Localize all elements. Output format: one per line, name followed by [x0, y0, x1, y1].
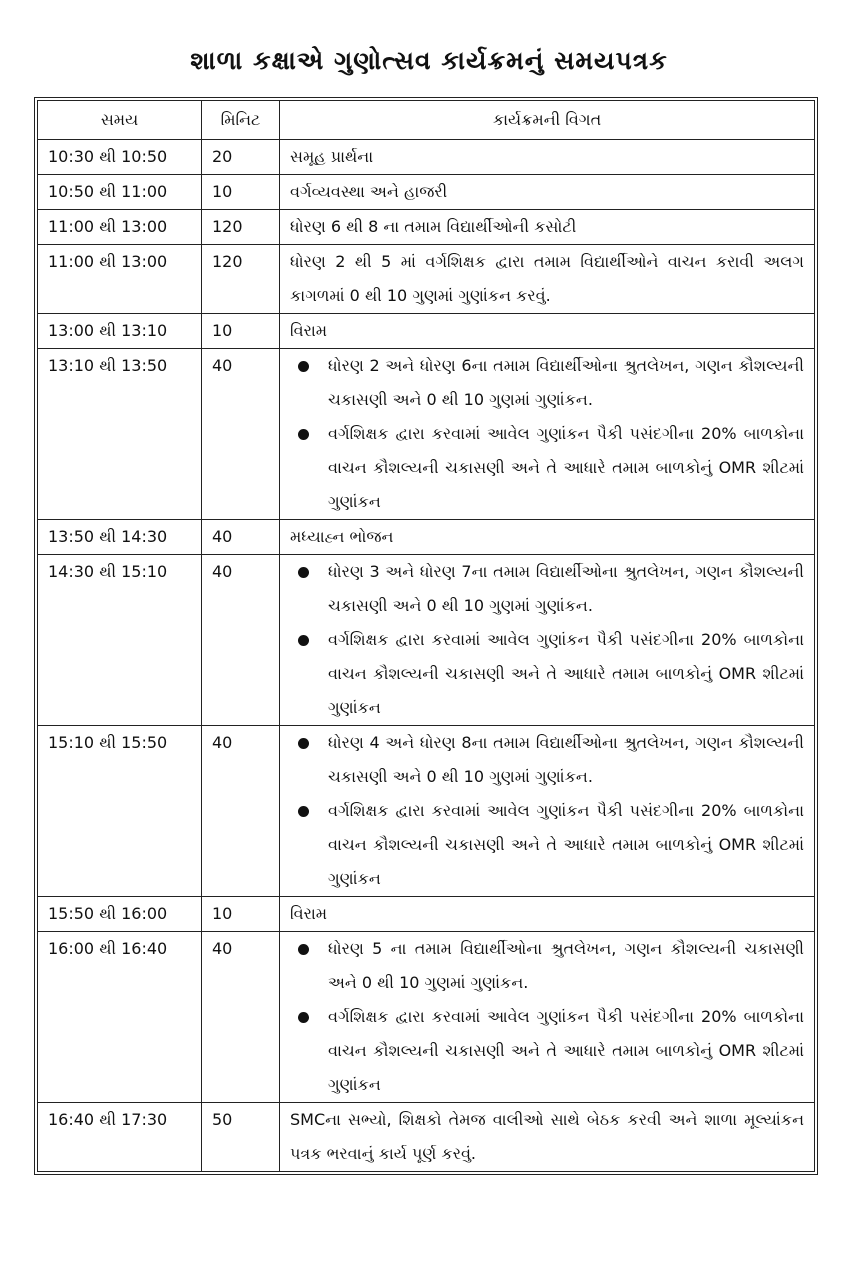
table-row: [38, 175, 815, 210]
schedule-table: [37, 100, 815, 1172]
minutes-cell: 40: [202, 726, 280, 897]
details-cell: [280, 932, 815, 1103]
details-cell: મધ્યાહ્ન ભોજન: [280, 520, 815, 555]
details-cell: ધોરણ 2 થી 5 માં વર્ગશિક્ષક દ્વારા તમામ વિદ્યાર્થીઓને વાચન કરાવી અલગ કાગળમાં 0 થી 10 ગુણમાં ગુણાંકન કરવું.: [280, 245, 815, 314]
bullet-dot-icon: [298, 361, 309, 372]
table-row: [38, 314, 815, 349]
minutes-cell: 50: [202, 1103, 280, 1172]
bullet-list: [290, 555, 804, 725]
header-time: સમય: [38, 101, 202, 140]
time-cell: 11:00 થી 13:00: [38, 210, 202, 245]
bullet-item: [290, 794, 804, 896]
details-cell: SMCના સભ્યો, શિક્ષકો તેમજ વાલીઓ સાથે બેઠક કરવી અને શાળા મૂલ્યાંકન પત્રક ભરવાનું કાર્ય પૂર્ણ કરવું.: [280, 1103, 815, 1172]
details-cell: [280, 726, 815, 897]
bullet-item: [290, 932, 804, 1000]
bullet-dot-icon: [298, 738, 309, 749]
table-header-row: [38, 101, 815, 140]
table-row: [38, 555, 815, 726]
bullet-item: [290, 417, 804, 519]
bullet-text: વર્ગશિક્ષક દ્વારા કરવામાં આવેલ ગુણાંકન પૈકી પસંદગીના 20% બાળકોના વાચન કૌશલ્યની ચકાસણી અને તે આધારે તમામ બાળકોનું OMR શીટમાં ગુણાંકન: [328, 630, 804, 717]
bullet-text: ધોરણ 3 અને ધોરણ 7ના તમામ વિદ્યાર્થીઓના શ્રુતલેખન, ગણન કૌશલ્યની ચકાસણી અને 0 થી 10 ગુણમાં ગુણાંકન.: [328, 562, 804, 615]
minutes-cell: 120: [202, 245, 280, 314]
bullet-dot-icon: [298, 635, 309, 646]
table-row: [38, 1103, 815, 1172]
time-cell: 13:10 થી 13:50: [38, 349, 202, 520]
bullet-item: [290, 349, 804, 417]
details-cell: સમૂહ પ્રાર્થના: [280, 140, 815, 175]
details-cell: ધોરણ 6 થી 8 ના તમામ વિદ્યાર્થીઓની કસોટી: [280, 210, 815, 245]
minutes-cell: 10: [202, 314, 280, 349]
table-row: [38, 726, 815, 897]
table-row: [38, 210, 815, 245]
bullet-item: [290, 1000, 804, 1102]
details-cell: વિરામ: [280, 897, 815, 932]
bullet-dot-icon: [298, 806, 309, 817]
minutes-cell: 20: [202, 140, 280, 175]
minutes-cell: 10: [202, 897, 280, 932]
page-title: શાળા કક્ષાએ ગુણોત્સવ કાર્યક્રમનું સમયપત્રક: [190, 46, 668, 75]
details-cell: વર્ગવ્યવસ્થા અને હાજરી: [280, 175, 815, 210]
bullet-item: [290, 726, 804, 794]
header-minutes: મિનિટ: [202, 101, 280, 140]
minutes-cell: 10: [202, 175, 280, 210]
details-cell: [280, 555, 815, 726]
time-cell: 16:00 થી 16:40: [38, 932, 202, 1103]
bullet-list: [290, 932, 804, 1102]
bullet-list: [290, 349, 804, 519]
time-cell: 15:50 થી 16:00: [38, 897, 202, 932]
table-row: [38, 897, 815, 932]
table-row: [38, 932, 815, 1103]
minutes-cell: 40: [202, 520, 280, 555]
minutes-cell: 40: [202, 555, 280, 726]
details-cell: વિરામ: [280, 314, 815, 349]
schedule-table-frame: [34, 97, 818, 1175]
bullet-text: વર્ગશિક્ષક દ્વારા કરવામાં આવેલ ગુણાંકન પૈકી પસંદગીના 20% બાળકોના વાચન કૌશલ્યની ચકાસણી અને તે આધારે તમામ બાળકોનું OMR શીટમાં ગુણાંકન: [328, 801, 804, 888]
bullet-list: [290, 726, 804, 896]
time-cell: 11:00 થી 13:00: [38, 245, 202, 314]
bullet-text: ધોરણ 5 ના તમામ વિદ્યાર્થીઓના શ્રુતલેખન, ગણન કૌશલ્યની ચકાસણી અને 0 થી 10 ગુણમાં ગુણાંકન.: [328, 939, 804, 992]
time-cell: 10:30 થી 10:50: [38, 140, 202, 175]
table-row: [38, 140, 815, 175]
time-cell: 13:00 થી 13:10: [38, 314, 202, 349]
bullet-text: વર્ગશિક્ષક દ્વારા કરવામાં આવેલ ગુણાંકન પૈકી પસંદગીના 20% બાળકોના વાચન કૌશલ્યની ચકાસણી અને તે આધારે તમામ બાળકોનું OMR શીટમાં ગુણાંકન: [328, 424, 804, 511]
minutes-cell: 120: [202, 210, 280, 245]
minutes-cell: 40: [202, 349, 280, 520]
table-row: [38, 520, 815, 555]
minutes-cell: 40: [202, 932, 280, 1103]
time-cell: 16:40 થી 17:30: [38, 1103, 202, 1172]
bullet-item: [290, 555, 804, 623]
bullet-dot-icon: [298, 1012, 309, 1023]
bullet-text: ધોરણ 4 અને ધોરણ 8ના તમામ વિદ્યાર્થીઓના શ્રુતલેખન, ગણન કૌશલ્યની ચકાસણી અને 0 થી 10 ગુણમાં ગુણાંકન.: [328, 733, 804, 786]
bullet-dot-icon: [298, 429, 309, 440]
time-cell: 14:30 થી 15:10: [38, 555, 202, 726]
table-row: [38, 245, 815, 314]
bullet-dot-icon: [298, 567, 309, 578]
bullet-text: વર્ગશિક્ષક દ્વારા કરવામાં આવેલ ગુણાંકન પૈકી પસંદગીના 20% બાળકોના વાચન કૌશલ્યની ચકાસણી અને તે આધારે તમામ બાળકોનું OMR શીટમાં ગુણાંકન: [328, 1007, 804, 1094]
bullet-dot-icon: [298, 944, 309, 955]
time-cell: 13:50 થી 14:30: [38, 520, 202, 555]
time-cell: 15:10 થી 15:50: [38, 726, 202, 897]
table-row: [38, 349, 815, 520]
header-details: કાર્યક્રમની વિગત: [280, 101, 815, 140]
time-cell: 10:50 થી 11:00: [38, 175, 202, 210]
bullet-text: ધોરણ 2 અને ધોરણ 6ના તમામ વિદ્યાર્થીઓના શ્રુતલેખન, ગણન કૌશલ્યની ચકાસણી અને 0 થી 10 ગુણમાં ગુણાંકન.: [328, 356, 804, 409]
details-cell: [280, 349, 815, 520]
bullet-item: [290, 623, 804, 725]
